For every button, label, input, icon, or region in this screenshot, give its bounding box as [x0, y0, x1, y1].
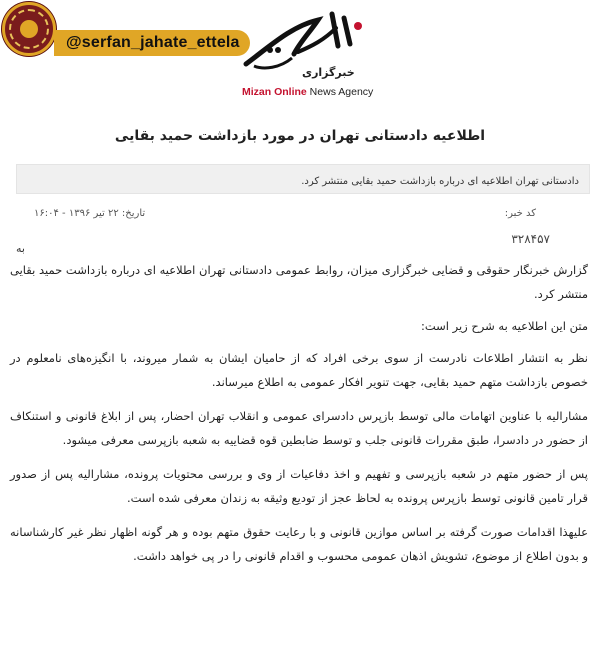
article-title: اطلاعیه دادستانی تهران در مورد بازداشت حمید بقایی: [114, 128, 486, 144]
article-paragraph: نظر به انتشار اطلاعات نادرست از سوی برخی افراد که از حامیان ایشان به شمار میروند، با انگیزه‌های نامعلوم در خصوص بازداشت متهم حمید بقایی، جهت تنویر افکار عمومی به اطلاع میرساند.: [10, 351, 588, 389]
article-body: [10, 258, 588, 578]
brand-name-rest: News Agency: [306, 86, 374, 98]
channel-handle[interactable]: @serfan_jahate_ettela: [54, 30, 250, 56]
article-paragraph: مشارالیه با عناوین اتهامات مالی توسط بازپرس دادسرای عمومی و انقلاب تهران احضار، پس از ابلاغ قانونی و استنکاف از حضور در دادسرا، طبق مقررات قانونی جلب و توسط ضابطین قوه قضاییه به شعبه بازپرسی معرفی میشود.: [10, 409, 588, 447]
site-header: [0, 0, 600, 100]
article-paragraph: علیهذا اقدامات صورت گرفته بر اساس موازین قانونی و با رعایت حقوق متهم بوده و هر گونه اظهار نظر غیر کارشناسانه و بدون اطلاع از موضوع، تشویش اذهان عمومی محسوب و اقدام قانونی را در پی خواهد داشت.: [10, 525, 588, 563]
article-date: تاریخ: ۲۲ تیر ۱۳۹۶ - ۱۶:۰۴: [34, 208, 146, 219]
news-code-value: ۳۲۸۴۵۷: [511, 232, 550, 246]
news-code-label: کد خبر:: [504, 208, 536, 219]
channel-logo-icon: [2, 2, 56, 56]
channel-logo-ring: [9, 9, 49, 49]
article-paragraph: متن این اطلاعیه به شرح زیر است:: [420, 319, 588, 333]
mizan-brand[interactable]: [240, 6, 374, 98]
article-lead-word: به: [16, 242, 25, 255]
article-lead: دادستانی تهران اطلاعیه ای درباره بازداشت حمید بقایی منتشر کرد.: [16, 164, 590, 194]
article-paragraph: گزارش خبرنگار حقوقی و قضایی خبرگزاری میزان، روابط عمومی دادستانی تهران اطلاعیه ای درباره بازداشت حمید بقایی منتشر کرد.: [10, 263, 588, 301]
brand-subtitle-fa: خبرگزاری: [302, 66, 355, 79]
channel-logo-mark: [20, 20, 38, 38]
brand-subtitle-en: [242, 86, 373, 98]
article-paragraph: پس از حضور متهم در شعبه بازپرسی و تفهیم و اخذ دفاعیات از وی و بررسی محتویات پرونده، مشارالیه پس از صدور قرار تامین قانونی توسط بازپرس پرونده به لحاظ عجز از تودیع وثیقه به زندان معرفی شده است.: [10, 467, 588, 505]
brand-name-bold: Mizan Online: [242, 86, 307, 98]
